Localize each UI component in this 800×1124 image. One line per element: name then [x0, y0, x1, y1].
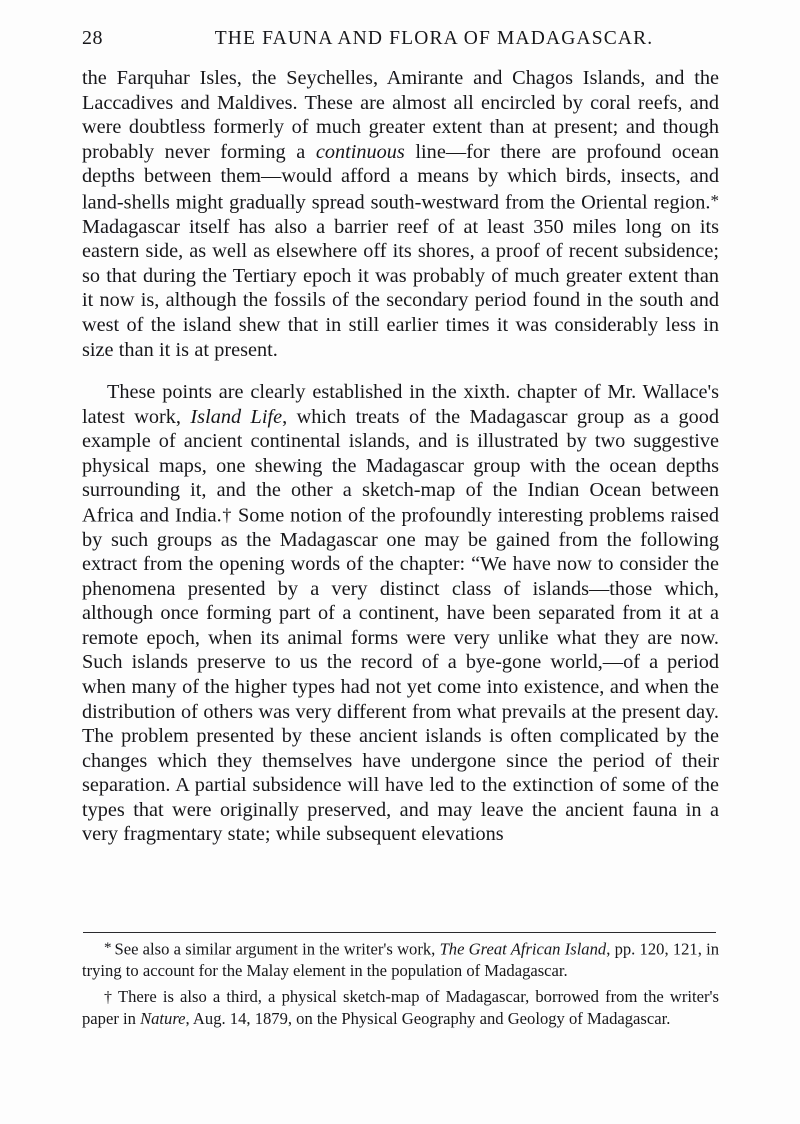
paragraph-1-text-part-2: line—for there are profound ocean depths between them—would afford a means by which birds, insects, and land-shells might gradually spread south-westward from the Oriental region. — [82, 140, 720, 214]
footnote-1-text-part-1: See also a similar argument in the writer's work, — [114, 939, 440, 959]
footnote-1-text-part-2: , pp. 120, 121, in trying to account for the Malay element in the population of Madagascar. — [82, 939, 719, 980]
body-text — [82, 66, 719, 847]
paragraph-1-text-part-1: the Farquhar Isles, the Seychelles, Amirante and Chagos Islands, and the Laccadives and Maldives. These are almost all encircled by coral reefs, and were doubtless formerly of much greater extent than at present; and though probably never forming a — [82, 67, 719, 163]
footnote-2-text-part-2: , Aug. 14, 1879, on the Physical Geography and Geology of Madagascar. — [185, 1008, 671, 1028]
footnote-separator-rule — [83, 932, 716, 933]
paragraph-2-italic-island-life: Island Life — [190, 405, 283, 428]
page-number: 28 — [82, 27, 103, 49]
footnote-2 — [82, 986, 719, 1029]
paragraph-2 — [82, 380, 719, 847]
footnote-2-marker: † — [104, 988, 114, 1006]
footnote-reference-dagger[interactable]: † — [221, 504, 233, 525]
paragraph-1-italic-continuous: continuous — [315, 140, 405, 163]
paragraph-2-text-part-2: , which treats of the Madagascar group as a good example of ancient continental islands, and is illustrated by two suggestive physical maps, one shewing the Madagascar group with the ocean depths surrounding it, and the other a sketch-map of the Indian Ocean between Africa and India. — [82, 405, 720, 527]
paragraph-1-text-part-3: Madagascar itself has also a barrier reef of at least 350 miles long on its eastern side, as well as elsewhere off its shores, a proof of recent subsidence; so that during the Tertiary epoch it was probably of much greater extent than it now is, although the fossils of the secondary period found in the south and west of the island shew that in still earlier times it was considerably less in size than it is at present. — [82, 215, 719, 361]
running-head — [82, 28, 718, 56]
footnote-2-italic-nature: Nature — [140, 1008, 186, 1028]
paragraph-2-text-part-3: Some notion of the profoundly interesting problems raised by such groups as the Madagascar one may be gained from the following extract from the opening words of the chapter: “We have now to consider the phenomena presented by a very distinct class of islands—those which, although once forming part of a continent, have been separated from it at a remote epoch, when its animal forms were very unlike what they are now. Such islands preserve to us the record of a bye-gone world,—of a period when many of the higher types had not yet come into existence, and when the distribution of others was very different from what prevails at the present day. The problem presented by these ancient islands is often complicated by the changes which they themselves have undergone since the period of their separation. A partial subsidence will have led to the extinction of some of the types that were originally preserved, and may leave the ancient fauna in a very fragmentary state; while subsequent elevations — [82, 504, 720, 846]
footnote-reference-asterisk[interactable]: * — [710, 190, 719, 210]
paragraph-1 — [82, 66, 719, 362]
footnote-2-text-part-1: There is also a third, a physical sketch-map of Madagascar, borrowed from the writer's paper in — [82, 986, 719, 1028]
paragraph-2-text-part-1: These points are clearly established in the xixth. chapter of Mr. Wallace's latest work, — [82, 381, 719, 428]
footnote-1-italic-title: The Great African Island — [439, 939, 607, 959]
footnote-1 — [82, 938, 719, 981]
running-title: THE FAUNA AND FLORA OF MADAGASCAR. — [214, 28, 654, 49]
footnote-1-marker: * — [104, 940, 112, 956]
footnote-block — [82, 938, 719, 1029]
